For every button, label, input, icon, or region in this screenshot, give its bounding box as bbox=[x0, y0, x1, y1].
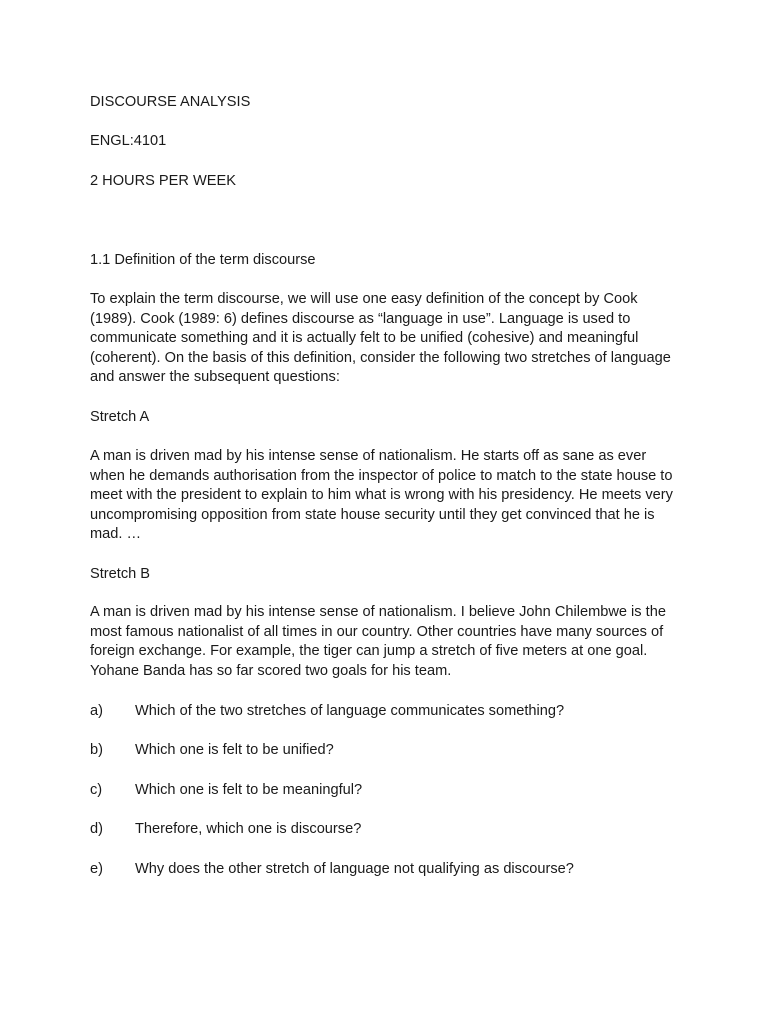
stretch-b-label: Stretch B bbox=[90, 566, 151, 582]
question-marker: d) bbox=[90, 821, 103, 837]
question-marker: e) bbox=[90, 861, 103, 877]
question-item bbox=[90, 820, 690, 840]
course-title: DISCOURSE ANALYSIS bbox=[90, 94, 251, 110]
question-item bbox=[90, 781, 690, 801]
question-marker: b) bbox=[90, 742, 103, 758]
course-hours: 2 HOURS PER WEEK bbox=[90, 173, 236, 189]
stretch-a-text: A man is driven mad by his intense sense of nationalism. He starts off as sane as ever when he demands authorisation from the inspector of police to match to the state house to meet with the president to explain to him what is wrong with his presidency. He meets very uncompromising opposition from state house security until they get convinced that he is mad. … bbox=[90, 448, 673, 543]
question-text: Therefore, which one is discourse? bbox=[135, 821, 362, 837]
question-text: Which one is felt to be meaningful? bbox=[135, 782, 363, 798]
intro-paragraph: To explain the term discourse, we will use one easy definition of the concept by Cook (1989). Cook (1989: 6) defines discourse as “language in use”. Language is used to communicate something and it is actually felt to be unified (cohesive) and meaningful (coherent). On the basis of this definition, consider the following two stretches of language and answer the subsequent questions: bbox=[90, 291, 671, 386]
question-marker: a) bbox=[90, 703, 103, 719]
question-item bbox=[90, 702, 690, 722]
question-marker: c) bbox=[90, 782, 103, 798]
question-text: Why does the other stretch of language not qualifying as discourse? bbox=[135, 861, 574, 877]
question-text: Which one is felt to be unified? bbox=[135, 742, 334, 758]
course-code: ENGL:4101 bbox=[90, 133, 167, 149]
question-text: Which of the two stretches of language communicates something? bbox=[135, 703, 565, 719]
question-item bbox=[90, 860, 690, 880]
stretch-b-text: A man is driven mad by his intense sense of nationalism. I believe John Chilembwe is the most famous nationalist of all times in our country. Other countries have many sources of foreign exchange. For example, the tiger can jump a stretch of five meters at one goal. Yohane Banda has so far scored two goals for his team. bbox=[90, 604, 666, 679]
stretch-a-label: Stretch A bbox=[90, 409, 150, 425]
question-item bbox=[90, 741, 690, 761]
section-heading: 1.1 Definition of the term discourse bbox=[90, 252, 316, 268]
